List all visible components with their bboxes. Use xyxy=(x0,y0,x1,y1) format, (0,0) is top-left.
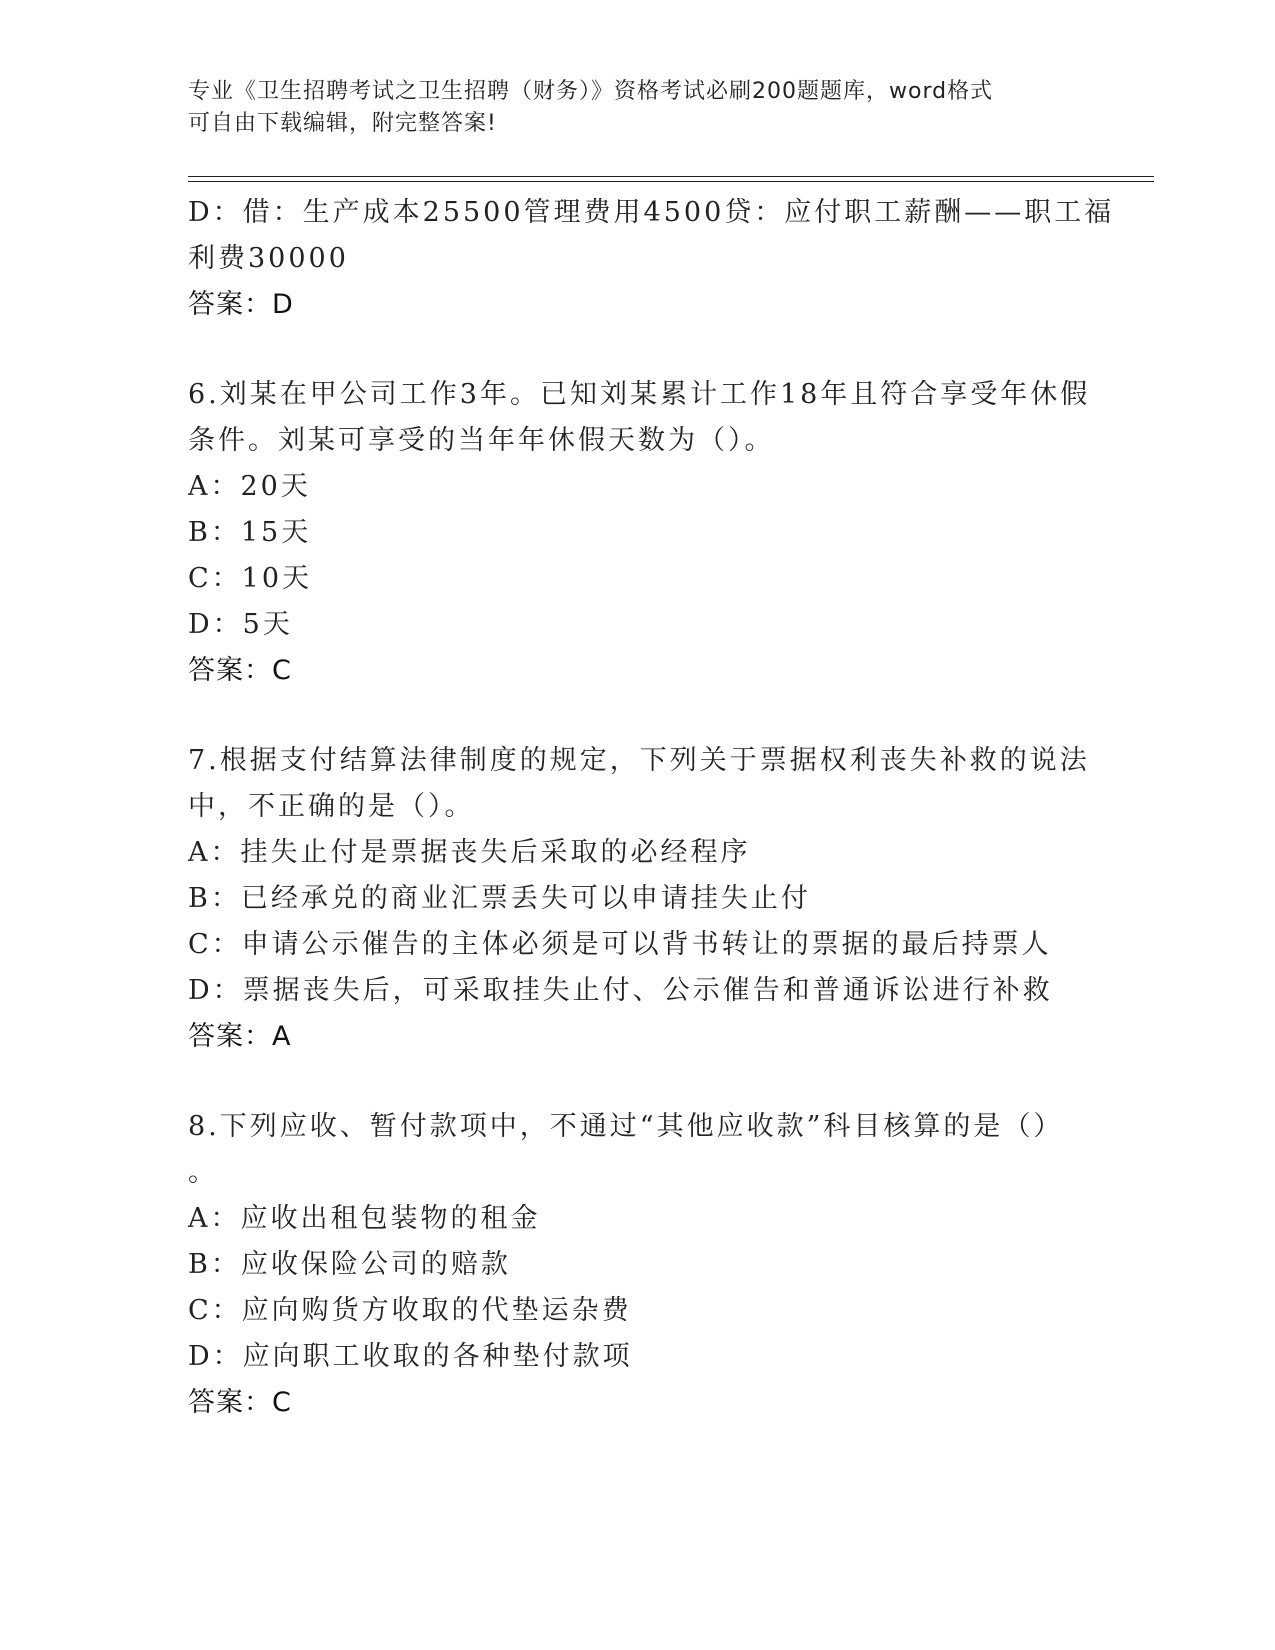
answer-line: 答案：D xyxy=(188,289,294,320)
question-stem-line-1: 6.刘某在甲公司工作3年。已知刘某累计工作18年且符合享受年休假 xyxy=(188,379,1091,410)
question-block-5 xyxy=(188,190,1115,328)
question-stem-line-2: 中，不正确的是（）。 xyxy=(188,791,475,822)
question-block-8 xyxy=(188,1104,1088,1426)
option-c: C：申请公示催告的主体必须是可以背书转让的票据的最后持票人 xyxy=(188,929,1052,960)
option-b: B：已经承兑的商业汇票丢失可以申请挂失止付 xyxy=(188,883,811,914)
option-d: D：应向职工收取的各种垫付款项 xyxy=(188,1341,633,1372)
header-rule-top xyxy=(188,176,1154,177)
question-stem-line-1: 7.根据支付结算法律制度的规定，下列关于票据权利丧失补救的说法 xyxy=(188,745,1090,776)
option-d-line-2: 利费30000 xyxy=(188,243,349,274)
answer-line: 答案：A xyxy=(188,1021,292,1052)
answer-line: 答案：C xyxy=(188,1387,292,1418)
question-content xyxy=(188,190,1115,1426)
option-c: C：10天 xyxy=(188,563,313,594)
spacer xyxy=(188,328,1088,372)
header-line-1: 专业《卫生招聘考试之卫生招聘（财务）》资格考试必刷200题题库，word格式 xyxy=(188,79,994,104)
answer-line: 答案：C xyxy=(188,655,292,686)
document-header xyxy=(188,76,1068,140)
option-c: C：应向购货方收取的代垫运杂费 xyxy=(188,1295,632,1326)
spacer xyxy=(188,1060,1088,1104)
question-block-6 xyxy=(188,372,1091,694)
option-a: A：挂失止付是票据丧失后采取的必经程序 xyxy=(188,837,751,868)
header-line-2: 可自由下载编辑，附完整答案! xyxy=(188,111,497,136)
option-a: A：应收出租包装物的租金 xyxy=(188,1203,541,1234)
option-b: B：15天 xyxy=(188,517,312,548)
question-stem-line-2: 。 xyxy=(188,1157,218,1188)
option-d: D：5天 xyxy=(188,609,293,640)
question-stem-line-2: 条件。刘某可享受的当年年休假天数为（）。 xyxy=(188,425,775,456)
question-block-7 xyxy=(188,738,1088,1060)
question-stem-line-1: 8.下列应收、暂付款项中，不通过“其他应收款”科目核算的是（） xyxy=(188,1111,1064,1142)
option-d: D：票据丧失后，可采取挂失止付、公示催告和普通诉讼进行补救 xyxy=(188,975,1053,1006)
option-a: A：20天 xyxy=(188,471,311,502)
option-b: B：应收保险公司的赔款 xyxy=(188,1249,511,1280)
header-rule-bottom xyxy=(188,181,1154,182)
option-d-line-1: D：借：生产成本25500管理费用4500贷：应付职工薪酬——职工福 xyxy=(188,197,1115,228)
spacer xyxy=(188,694,1088,738)
